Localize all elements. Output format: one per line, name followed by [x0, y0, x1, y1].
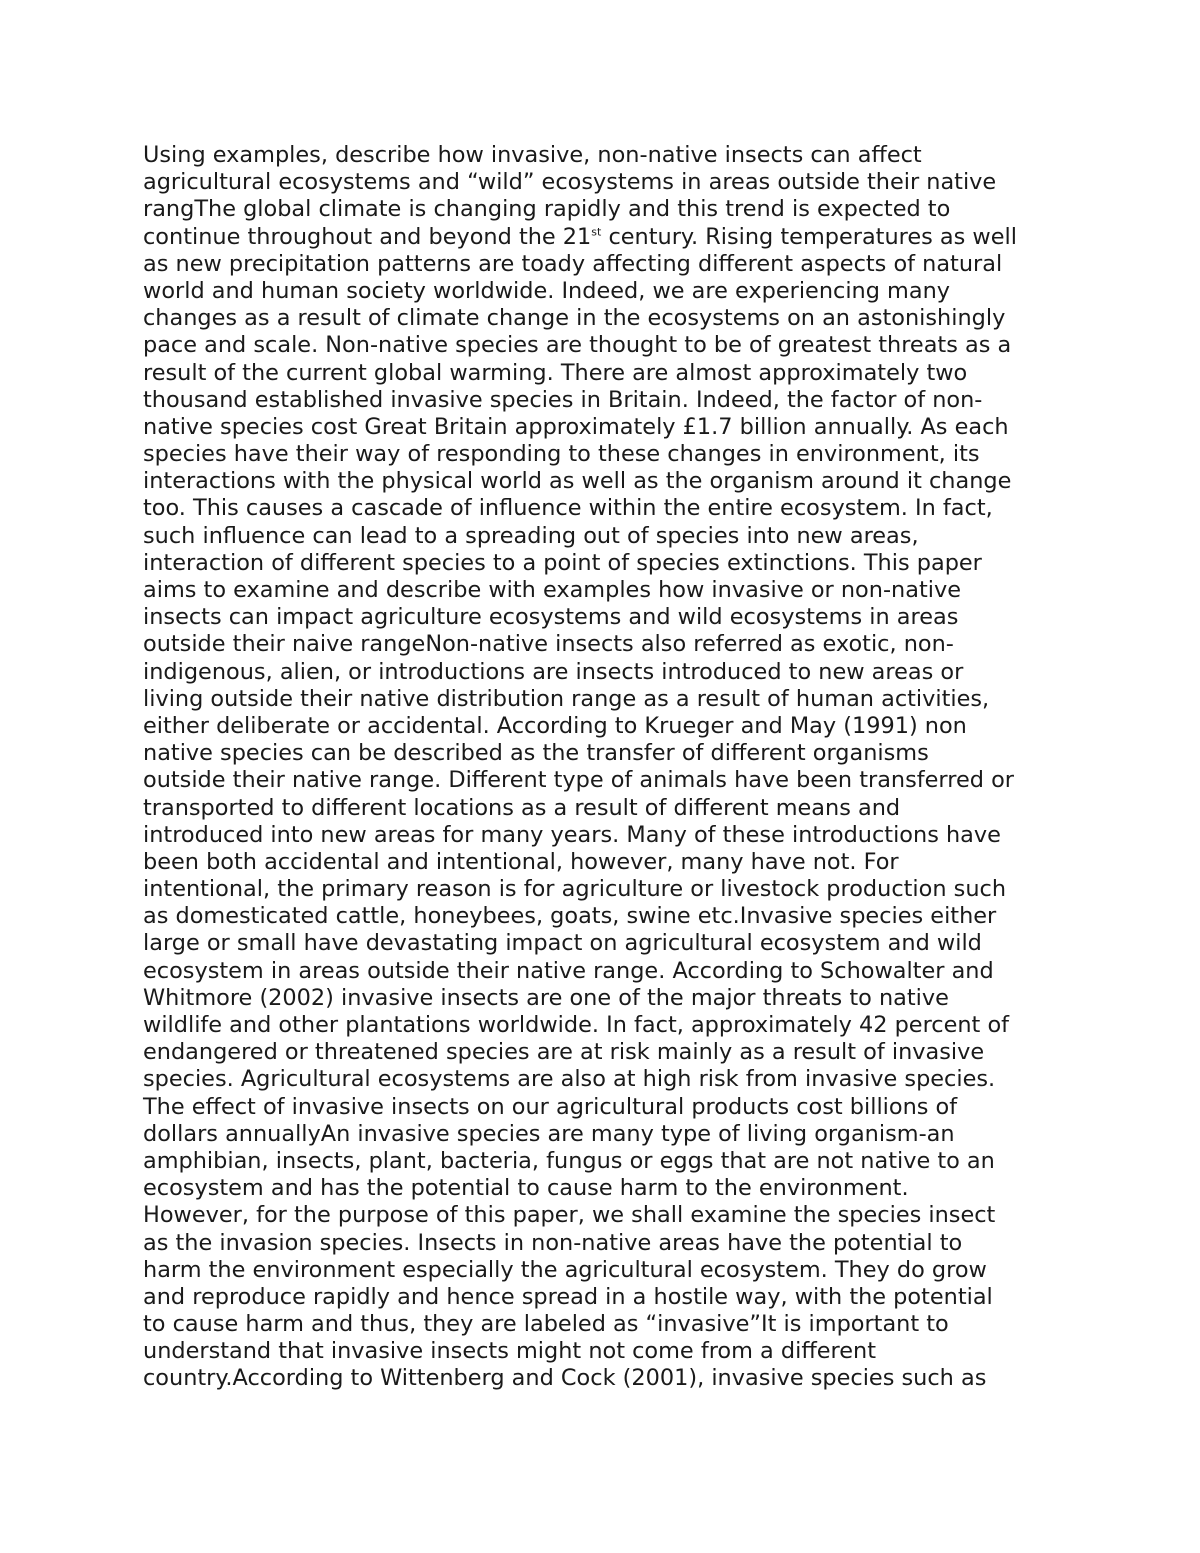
- text-line: as domesticated cattle, honeybees, goats, swine etc.Invasive species either: [143, 903, 997, 930]
- text-line: species. Agricultural ecosystems are also at high risk from invasive species.: [143, 1066, 996, 1093]
- text-line: as the invasion species. Insects in non-native areas have the potential to: [143, 1229, 963, 1256]
- text-line: Using examples, describe how invasive, non-native insects can affect: [143, 142, 922, 168]
- text-line-with-superscript: [143, 224, 1073, 251]
- text-line: either deliberate or accidental. According to Krueger and May (1991) non: [143, 712, 967, 739]
- text-line: harm the environment especially the agricultural ecosystem. They do grow: [143, 1256, 987, 1283]
- text-line-head: continue throughout and beyond the 21: [143, 223, 592, 250]
- text-line: such influence can lead to a spreading out of species into new areas,: [143, 522, 919, 549]
- text-line: interactions with the physical world as well as the organism around it change: [143, 468, 1012, 495]
- text-line: changes as a result of climate change in the ecosystems on an astonishingly: [143, 305, 1006, 332]
- text-line: The effect of invasive insects on our agricultural products cost billions of: [143, 1093, 958, 1120]
- text-line: country.According to Wittenberg and Cock (2001), invasive species such as: [143, 1365, 987, 1392]
- text-line-tail: century. Rising temperatures as well: [601, 223, 1017, 250]
- text-line: agricultural ecosystems and “wild” ecosystems in areas outside their native: [143, 169, 997, 196]
- essay-body: [143, 142, 1073, 1393]
- text-line: understand that invasive insects might not come from a different: [143, 1338, 876, 1365]
- text-line: been both accidental and intentional, however, many have not. For: [143, 848, 899, 875]
- text-line: dollars annuallyAn invasive species are many type of living organism-an: [143, 1120, 955, 1147]
- ordinal-superscript: st: [591, 225, 602, 239]
- text-line: aims to examine and describe with examples how invasive or non-native: [143, 577, 961, 603]
- text-line: world and human society worldwide. Indeed, we are experiencing many: [143, 277, 951, 304]
- text-line: However, for the purpose of this paper, we shall examine the species insect: [143, 1202, 996, 1229]
- text-line: ecosystem and has the potential to cause harm to the environment.: [143, 1175, 909, 1202]
- text-line: and reproduce rapidly and hence spread in a hostile way, with the potential: [143, 1283, 993, 1310]
- text-line: rangThe global climate is changing rapidly and this trend is expected to: [143, 196, 951, 223]
- text-line: endangered or threatened species are at risk mainly as a result of invasive: [143, 1039, 985, 1066]
- text-line: native species cost Great Britain approximately £1.7 billion annually. As each: [143, 413, 1009, 440]
- text-line: thousand established invasive species in Britain. Indeed, the factor of non-: [143, 386, 983, 413]
- text-line: result of the current global warming. There are almost approximately two: [143, 359, 968, 386]
- text-line: ecosystem in areas outside their native range. According to Schowalter and: [143, 957, 994, 984]
- text-line: outside their naive rangeNon-native insects also referred as exotic, non-: [143, 631, 954, 658]
- text-line: species have their way of responding to these changes in environment, its: [143, 441, 980, 468]
- text-line: insects can impact agriculture ecosystems and wild ecosystems in areas: [143, 604, 959, 631]
- text-line: indigenous, alien, or introductions are insects introduced to new areas or: [143, 658, 964, 685]
- text-line: pace and scale. Non-native species are thought to be of greatest threats as a: [143, 332, 1012, 359]
- text-line: living outside their native distribution range as a result of human activities,: [143, 685, 990, 712]
- text-line: transported to different locations as a result of different means and: [143, 794, 901, 821]
- text-line: introduced into new areas for many years. Many of these introductions have: [143, 821, 1001, 848]
- text-line: interaction of different species to a point of species extinctions. This paper: [143, 549, 982, 576]
- text-line: to cause harm and thus, they are labeled as “invasive”It is important to: [143, 1311, 949, 1338]
- text-line: intentional, the primary reason is for agriculture or livestock production such: [143, 876, 1007, 903]
- text-line: amphibian, insects, plant, bacteria, fungus or eggs that are not native to an: [143, 1147, 995, 1174]
- text-line: too. This causes a cascade of influence within the entire ecosystem. In fact,: [143, 495, 993, 522]
- text-line: outside their native range. Different type of animals have been transferred or: [143, 767, 1014, 794]
- text-line: wildlife and other plantations worldwide. In fact, approximately 42 percent of: [143, 1012, 1010, 1038]
- text-line: as new precipitation patterns are toady affecting different aspects of natural: [143, 250, 1003, 277]
- text-line: native species can be described as the transfer of different organisms: [143, 740, 929, 767]
- text-line: Whitmore (2002) invasive insects are one of the major threats to native: [143, 984, 949, 1011]
- text-line: large or small have devastating impact on agricultural ecosystem and wild: [143, 930, 982, 957]
